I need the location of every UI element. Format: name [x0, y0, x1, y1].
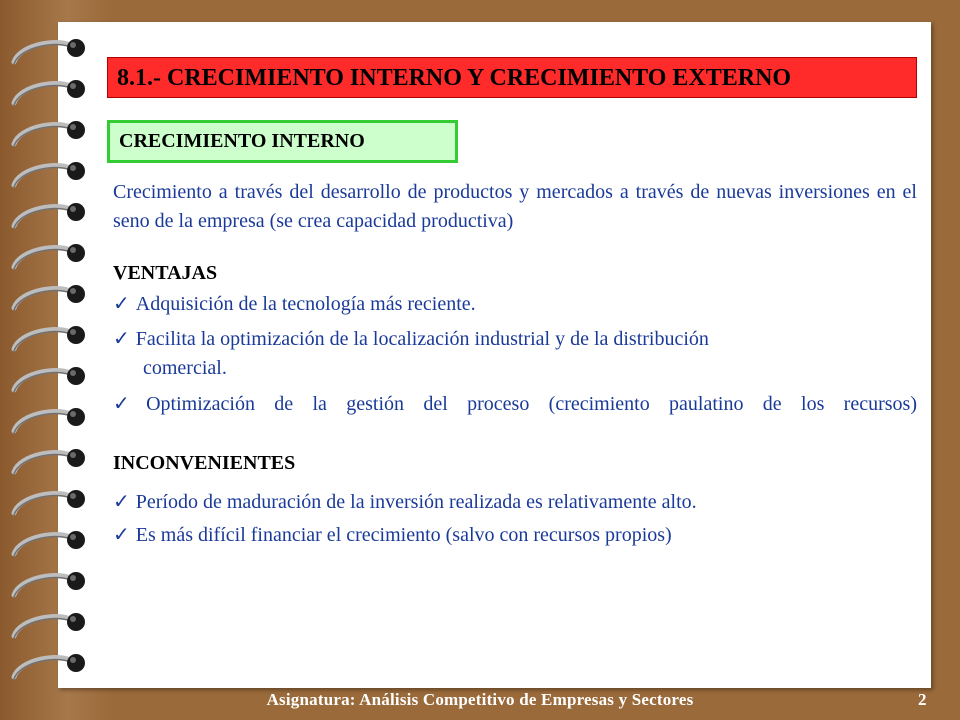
list-item — [113, 325, 709, 383]
checkmark-icon: ✓ — [113, 491, 130, 513]
footer-course-name: Asignatura: Análisis Competitivo de Empresas y Sectores — [266, 690, 694, 709]
section-subtitle: CRECIMIENTO INTERNO — [107, 120, 458, 163]
spiral-ring — [14, 654, 85, 679]
spiral-ring — [14, 285, 85, 310]
spiral-ring — [14, 121, 85, 146]
list-item — [113, 290, 476, 319]
spiral-ring — [14, 613, 85, 638]
checkmark-icon: ✓ — [113, 293, 130, 315]
spiral-ring — [14, 39, 85, 64]
list-item — [113, 521, 672, 550]
spiral-ring — [14, 326, 85, 351]
description-paragraph: Crecimiento a través del desarrollo de productos y mercados a través de nuevas inversiones en el seno de la empresa (se crea capacidad productiva) — [113, 181, 917, 232]
page-number: 2 — [918, 690, 927, 709]
spiral-ring — [14, 490, 85, 515]
spiral-ring — [14, 408, 85, 433]
checkmark-icon: ✓ — [113, 393, 145, 415]
spiral-ring — [14, 162, 85, 187]
ventajas-heading: VENTAJAS — [113, 262, 218, 284]
spiral-ring — [14, 80, 85, 105]
ventaja-text: Facilita la optimización de la localización industrial y de la distribución — [135, 328, 709, 350]
list-item — [113, 488, 697, 517]
spiral-ring — [14, 367, 85, 392]
spiral-ring — [14, 449, 85, 474]
ventaja-text: Optimización de la gestión del proceso (crecimiento paulatino de los recursos) — [146, 393, 917, 415]
inconveniente-text: Período de maduración de la inversión realizada es relativamente alto. — [135, 491, 697, 513]
ventaja-text: Adquisición de la tecnología más reciente. — [135, 293, 476, 315]
ventaja-text-continuation: comercial. — [143, 357, 227, 379]
spiral-ring — [14, 203, 85, 228]
inconveniente-text: Es más difícil financiar el crecimiento (salvo con recursos propios) — [135, 524, 672, 546]
spiral-ring — [14, 244, 85, 269]
inconvenientes-heading: INCONVENIENTES — [113, 452, 296, 474]
slide-title: 8.1.- CRECIMIENTO INTERNO Y CRECIMIENTO EXTERNO — [107, 57, 917, 98]
spiral-rings — [0, 0, 110, 720]
checkmark-icon: ✓ — [113, 328, 130, 350]
spiral-ring — [14, 531, 85, 556]
list-item — [113, 390, 917, 419]
spiral-ring — [14, 572, 85, 597]
checkmark-icon: ✓ — [113, 524, 130, 546]
